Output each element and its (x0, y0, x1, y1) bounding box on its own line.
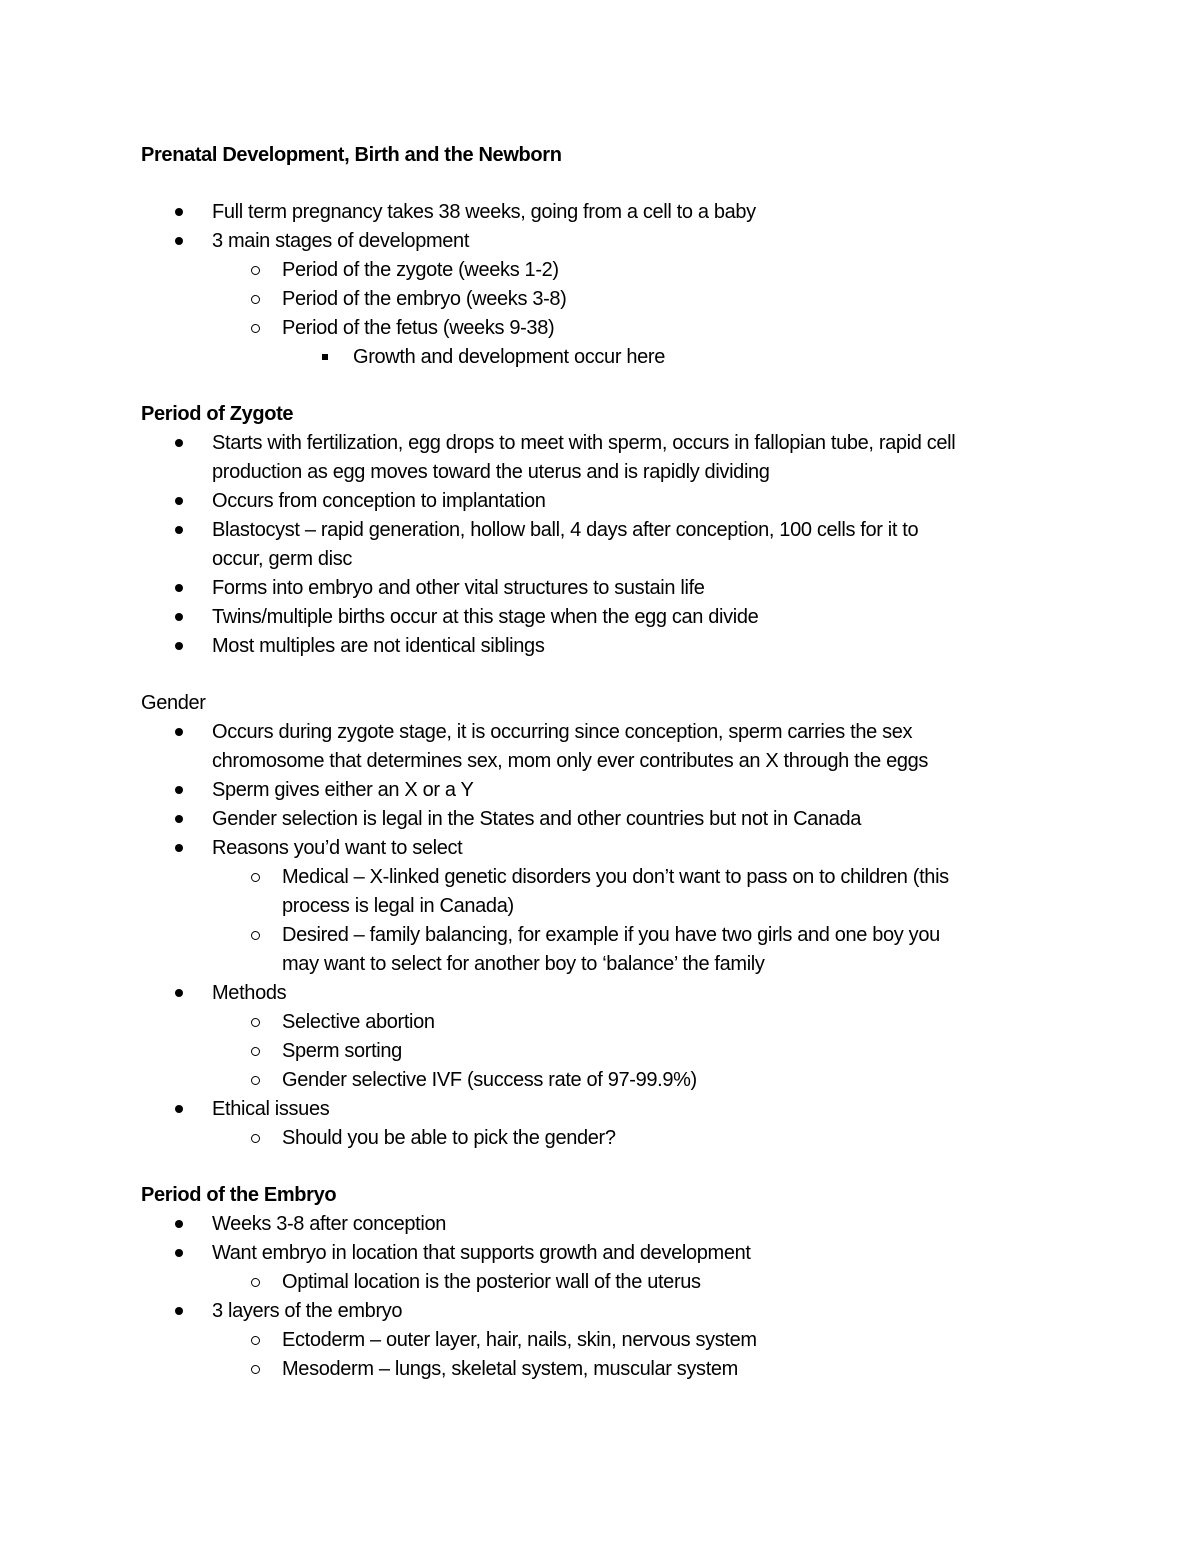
circle-bullet-icon (245, 921, 265, 950)
circle-bullet-icon (245, 1124, 265, 1153)
spacer (141, 1153, 1076, 1181)
circle-bullet-icon (245, 1355, 265, 1384)
list-item-continuation: chromosome that determines sex, mom only ever contributes an X through the eggs (212, 750, 929, 772)
sub-sub-list-item: Growth and development occur here (141, 343, 1076, 372)
sub-list-item: Optimal location is the posterior wall of the uterus (141, 1268, 1076, 1297)
bullet-icon (169, 603, 189, 632)
list-item-continuation: occur, germ disc (212, 548, 353, 570)
sub-list-item: Sperm sorting (141, 1037, 1076, 1066)
page-title: Prenatal Development, Birth and the Newborn (141, 144, 562, 166)
list-item: Methods (141, 979, 1076, 1008)
list-item: Ethical issues (141, 1095, 1076, 1124)
list-item: Occurs from conception to implantation (141, 487, 1076, 516)
list-item: Full term pregnancy takes 38 weeks, going from a cell to a baby (141, 198, 1076, 227)
list-item: Sperm gives either an X or a Y (141, 776, 1076, 805)
circle-bullet-icon (245, 256, 265, 285)
bullet-icon (169, 487, 189, 516)
bullet-icon (169, 516, 189, 545)
list-item: Weeks 3-8 after conception (141, 1210, 1076, 1239)
circle-bullet-icon (245, 1066, 265, 1095)
sub-list-item: Selective abortion (141, 1008, 1076, 1037)
list-item: Starts with fertilization, egg drops to meet with sperm, occurs in fallopian tube, rapid cell (141, 429, 1076, 458)
list-item: Want embryo in location that supports growth and development (141, 1239, 1076, 1268)
list-item-continuation: production as egg moves toward the uterus and is rapidly dividing (212, 461, 770, 483)
bullet-icon (169, 1210, 189, 1239)
square-bullet-icon (315, 343, 335, 372)
section-heading-zygote: Period of Zygote (141, 403, 294, 425)
list-item: Most multiples are not identical siblings (141, 632, 1076, 661)
bullet-icon (169, 776, 189, 805)
sub-list-item: Medical – X-linked genetic disorders you don’t want to pass on to children (this (141, 863, 1076, 892)
bullet-icon (169, 429, 189, 458)
sub-list-item-continuation: process is legal in Canada) (282, 895, 514, 917)
section-heading-embryo: Period of the Embryo (141, 1184, 337, 1206)
bullet-icon (169, 1239, 189, 1268)
list-item: 3 main stages of development (141, 227, 1076, 256)
sub-list-item: Period of the zygote (weeks 1-2) (141, 256, 1076, 285)
spacer (141, 661, 1076, 689)
list-item: Gender selection is legal in the States and other countries but not in Canada (141, 805, 1076, 834)
sub-list-item: Desired – family balancing, for example if you have two girls and one boy you (141, 921, 1076, 950)
bullet-icon (169, 805, 189, 834)
section-heading-gender: Gender (141, 692, 206, 714)
circle-bullet-icon (245, 1037, 265, 1066)
list-item: Reasons you’d want to select (141, 834, 1076, 863)
sub-list-item: Ectoderm – outer layer, hair, nails, skin, nervous system (141, 1326, 1076, 1355)
sub-list-item-continuation: may want to select for another boy to ‘balance’ the family (282, 953, 765, 975)
bullet-icon (169, 1095, 189, 1124)
list-item: Blastocyst – rapid generation, hollow ball, 4 days after conception, 100 cells for it to (141, 516, 1076, 545)
list-item: 3 layers of the embryo (141, 1297, 1076, 1326)
document-body (141, 141, 1076, 1384)
circle-bullet-icon (245, 1008, 265, 1037)
sub-list-item: Period of the fetus (weeks 9-38) (141, 314, 1076, 343)
bullet-icon (169, 632, 189, 661)
list-item: Forms into embryo and other vital structures to sustain life (141, 574, 1076, 603)
spacer (141, 170, 1076, 198)
bullet-icon (169, 718, 189, 747)
bullet-icon (169, 574, 189, 603)
spacer (141, 372, 1076, 400)
circle-bullet-icon (245, 285, 265, 314)
sub-list-item: Mesoderm – lungs, skeletal system, muscular system (141, 1355, 1076, 1384)
bullet-icon (169, 834, 189, 863)
list-item: Occurs during zygote stage, it is occurring since conception, sperm carries the sex (141, 718, 1076, 747)
bullet-icon (169, 227, 189, 256)
sub-list-item: Should you be able to pick the gender? (141, 1124, 1076, 1153)
sub-list-item: Period of the embryo (weeks 3-8) (141, 285, 1076, 314)
circle-bullet-icon (245, 314, 265, 343)
bullet-icon (169, 198, 189, 227)
list-item: Twins/multiple births occur at this stage when the egg can divide (141, 603, 1076, 632)
circle-bullet-icon (245, 863, 265, 892)
bullet-icon (169, 1297, 189, 1326)
sub-list-item: Gender selective IVF (success rate of 97-99.9%) (141, 1066, 1076, 1095)
circle-bullet-icon (245, 1268, 265, 1297)
bullet-icon (169, 979, 189, 1008)
circle-bullet-icon (245, 1326, 265, 1355)
